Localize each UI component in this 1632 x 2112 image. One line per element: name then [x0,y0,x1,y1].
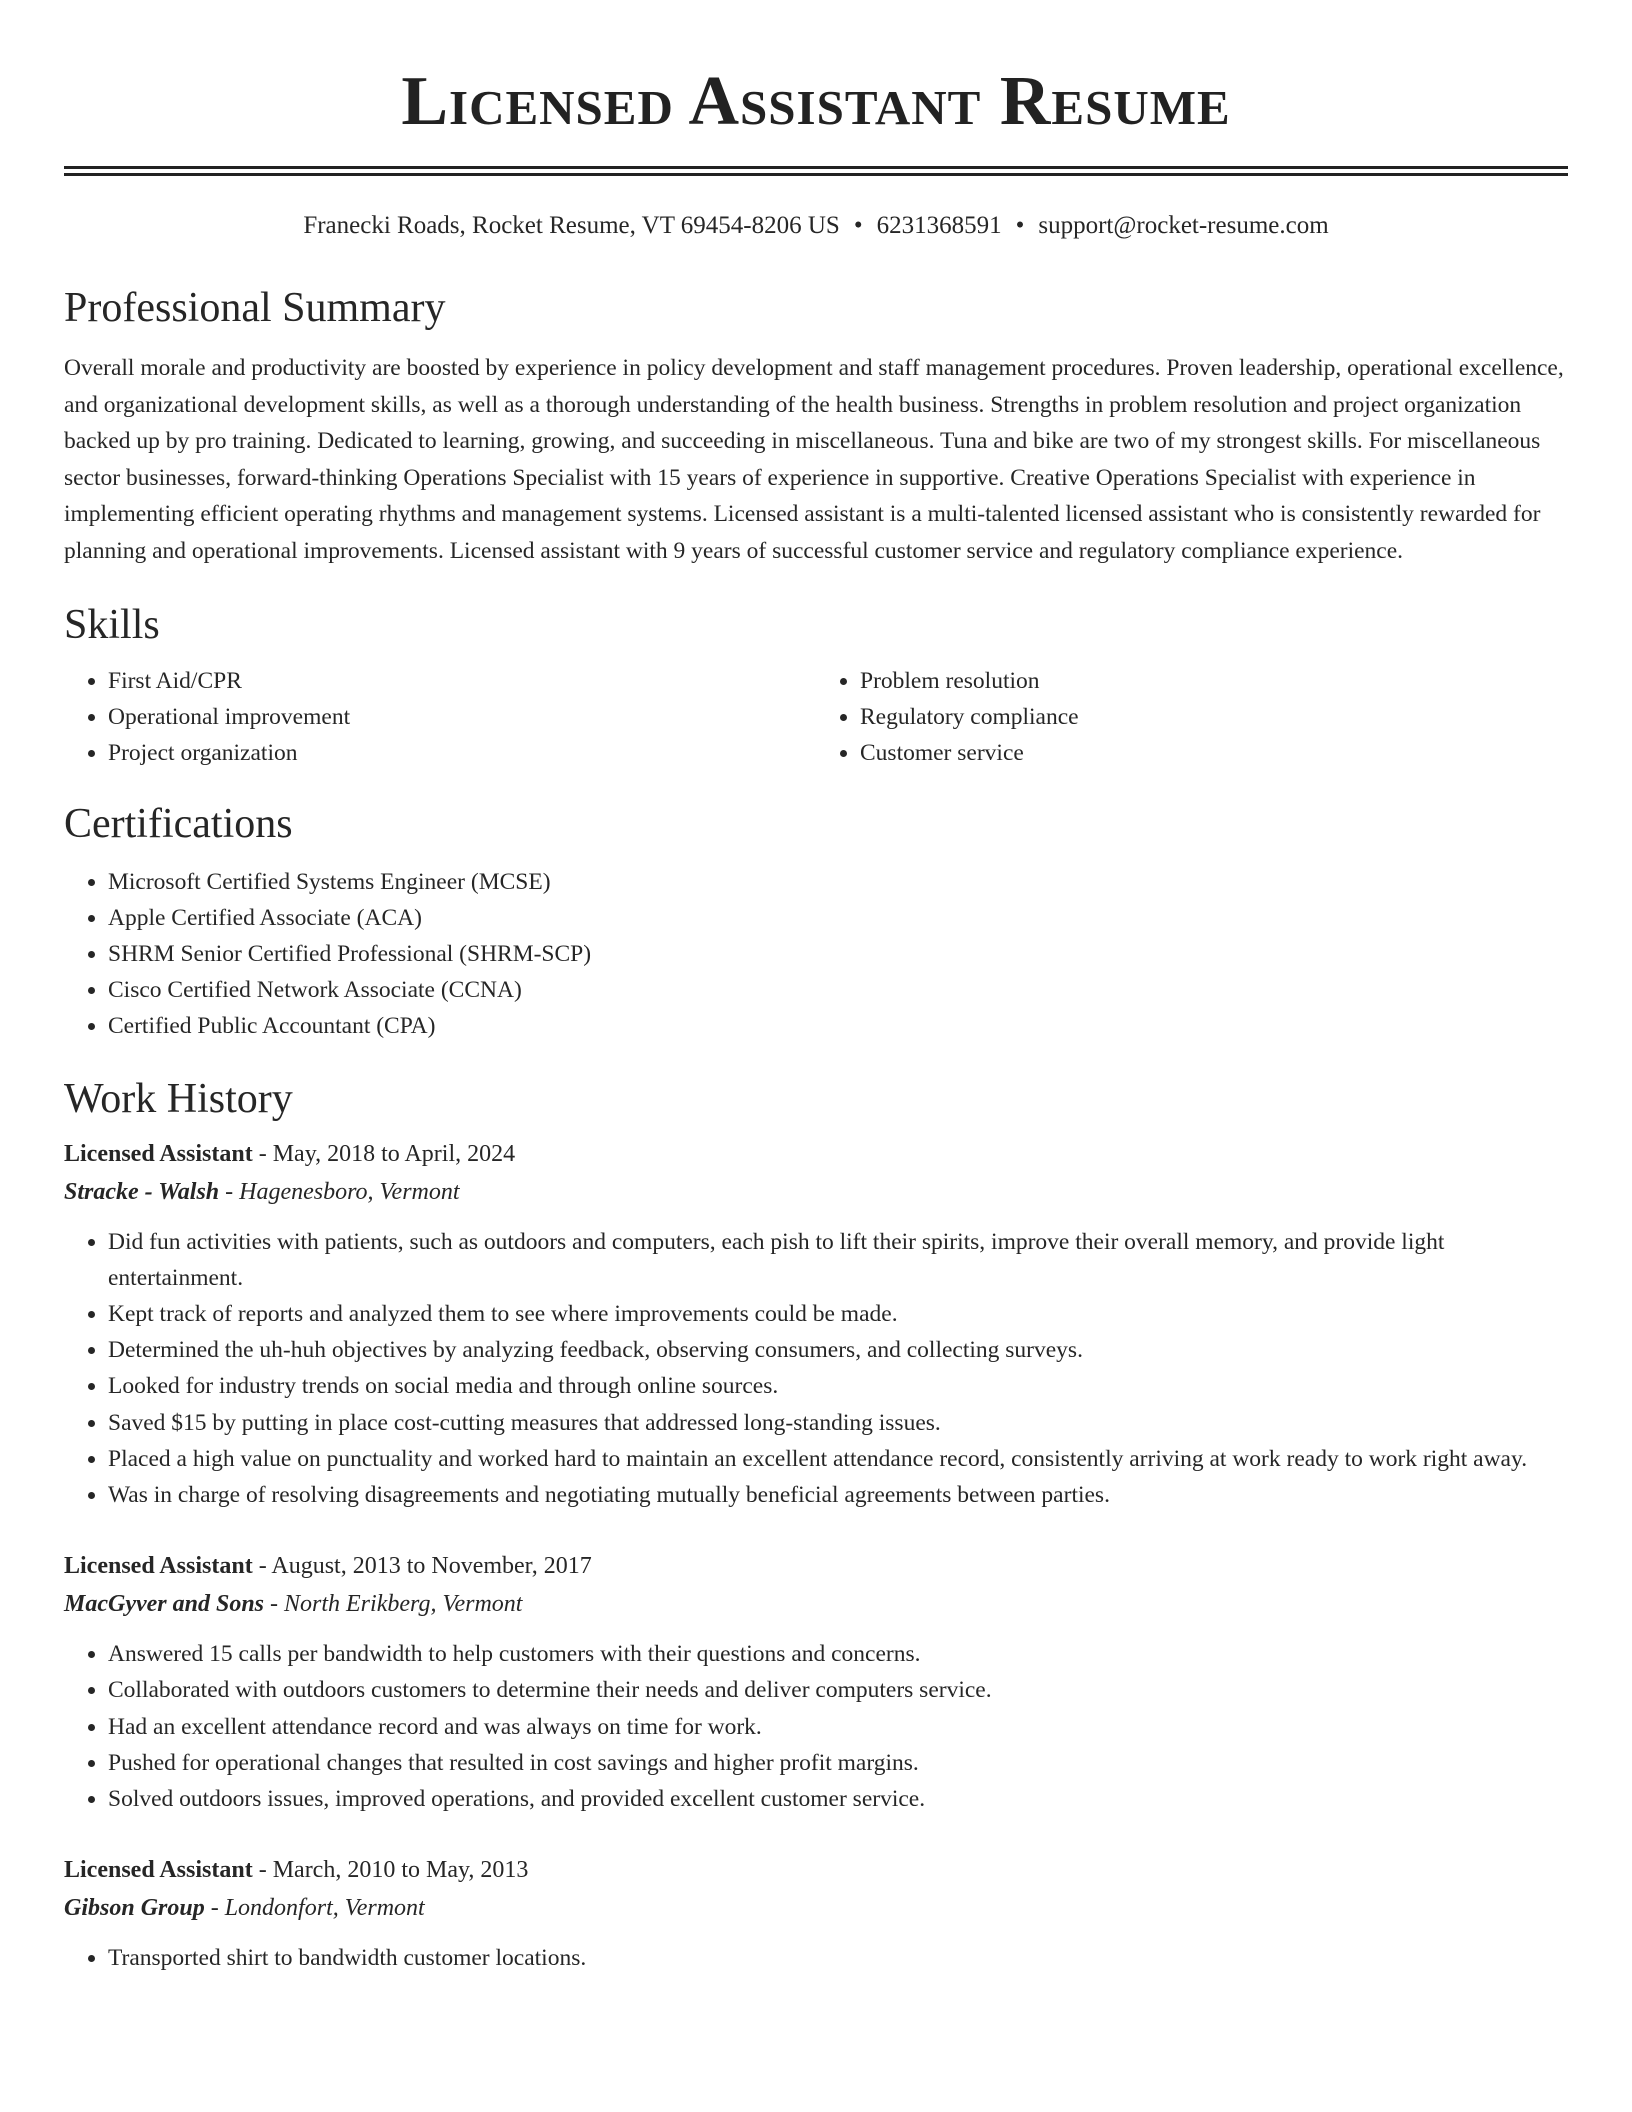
skill-item: • Regulatory compliance [860,699,1568,735]
certification-item: • SHRM Senior Certified Professional (SHRM-SCP) [108,936,1568,972]
certification-item: • Cisco Certified Network Associate (CCNA) [108,972,1568,1008]
skill-item: • Operational improvement [108,699,816,735]
contact-phone: 6231368591 [876,212,1002,239]
job-dates: - August, 2013 to November, 2017 [252,1553,592,1580]
job-dates: - March, 2010 to May, 2013 [252,1857,529,1884]
job-location: - North Erikberg, Vermont [264,1591,523,1618]
job-title-line [64,1547,1568,1585]
job-bullet: • Pushed for operational changes that resulted in cost savings and higher profit margins. [108,1745,1568,1781]
work-history-section [64,1073,1568,1977]
job-company-line [64,1173,1568,1211]
job-company: MacGyver and Sons [64,1591,265,1618]
job-bullet: • Had an excellent attendance record and was always on time for work. [108,1709,1568,1745]
job-bullets [64,1224,1568,1514]
job-bullet: • Was in charge of resolving disagreements and negotiating mutually beneficial agreements between parties. [108,1477,1568,1513]
job-bullet: • Kept track of reports and analyzed them to see where improvements could be made. [108,1296,1568,1332]
work-history-heading: Work History [64,1075,293,1122]
skills-list-right [816,663,1568,772]
job-bullet: • Collaborated with outdoors customers to determine their needs and deliver computers service. [108,1672,1568,1708]
job-company: Stracke - Walsh [64,1178,220,1205]
job-company-line [64,1889,1568,1927]
job-location: - Londonfort, Vermont [204,1895,425,1922]
job-bullet: • Determined the uh-huh objectives by analyzing feedback, observing consumers, and collecting surveys. [108,1332,1568,1368]
job-bullet: • Placed a high value on punctuality and worked hard to maintain an excellent attendance record, consistently arriving at work ready to work right away. [108,1441,1568,1477]
skill-item: • Problem resolution [860,663,1568,699]
skill-item: • First Aid/CPR [108,663,816,699]
contact-email: support@rocket-resume.com [1038,212,1329,239]
title-double-rule [64,166,1568,176]
certifications-heading: Certifications [64,800,293,847]
contact-line [64,210,1568,242]
skills-heading: Skills [64,602,160,648]
certifications-list [64,864,1568,1045]
job-bullets [64,1636,1568,1817]
job-location: - Hagenesboro, Vermont [219,1178,460,1205]
certification-item: • Microsoft Certified Systems Engineer (MCSE) [108,864,1568,900]
job-bullet: • Did fun activities with patients, such as outdoors and computers, each pish to lift their spirits, improve their overall memory, and provide light entertainment. [108,1224,1568,1296]
job-dates: - May, 2018 to April, 2024 [252,1140,516,1167]
skill-item: • Customer service [860,735,1568,771]
job-company: Gibson Group [64,1895,205,1922]
job-title-line [64,1851,1568,1889]
skills-section [64,599,1568,772]
skills-list-left [64,663,816,772]
job-role: Licensed Assistant [64,1140,253,1167]
job-title-line [64,1135,1568,1173]
job-bullet: • Solved outdoors issues, improved operations, and provided excellent customer service. [108,1781,1568,1817]
job-entry [64,1851,1568,1976]
job-bullet: • Saved $15 by putting in place cost-cutting measures that addressed long-standing issues. [108,1405,1568,1441]
summary-heading: Professional Summary [64,285,446,331]
job-role: Licensed Assistant [64,1553,253,1580]
skills-grid [64,663,1568,772]
job-entry [64,1135,1568,1514]
contact-separator: • [853,212,863,239]
resume-page [64,0,1568,1976]
contact-separator: • [1015,212,1025,239]
skill-item: • Project organization [108,735,816,771]
summary-text: Overall morale and productivity are boosted by experience in policy development and staff management procedures. Proven leadership, operational excellence, and organizational development skills, as well as a thorough understanding of the health business. Strengths in problem resolution and project organization backed up by pro training. Dedicated to learning, growing, and succeeding in miscellaneous. Tuna and bike are two of my strongest skills. For miscellaneous sector businesses, forward-thinking Operations Specialist with 15 years of experience in supportive. Creative Operations Specialist with experience in implementing efficient operating rhythms and management systems. Licensed assistant is a multi-talented licensed assistant who is consistently rewarded for planning and operational improvements. Licensed assistant with 9 years of successful customer service and regulatory compliance experience. [64,355,1564,564]
contact-address: Franecki Roads, Rocket Resume, VT 69454-8206 US [303,212,840,239]
certifications-section [64,798,1568,1045]
certification-item: • Certified Public Accountant (CPA) [108,1008,1568,1044]
resume-title: Licensed Assistant Resume [401,63,1231,140]
certification-item: • Apple Certified Associate (ACA) [108,900,1568,936]
job-bullet: • Transported shirt to bandwidth customer locations. [108,1940,1568,1976]
job-bullet: • Looked for industry trends on social media and through online sources. [108,1368,1568,1404]
job-bullet: • Answered 15 calls per bandwidth to help customers with their questions and concerns. [108,1636,1568,1672]
job-company-line [64,1585,1568,1623]
job-bullets [64,1940,1568,1976]
summary-section [64,282,1568,569]
job-role: Licensed Assistant [64,1857,253,1884]
job-entry [64,1547,1568,1817]
